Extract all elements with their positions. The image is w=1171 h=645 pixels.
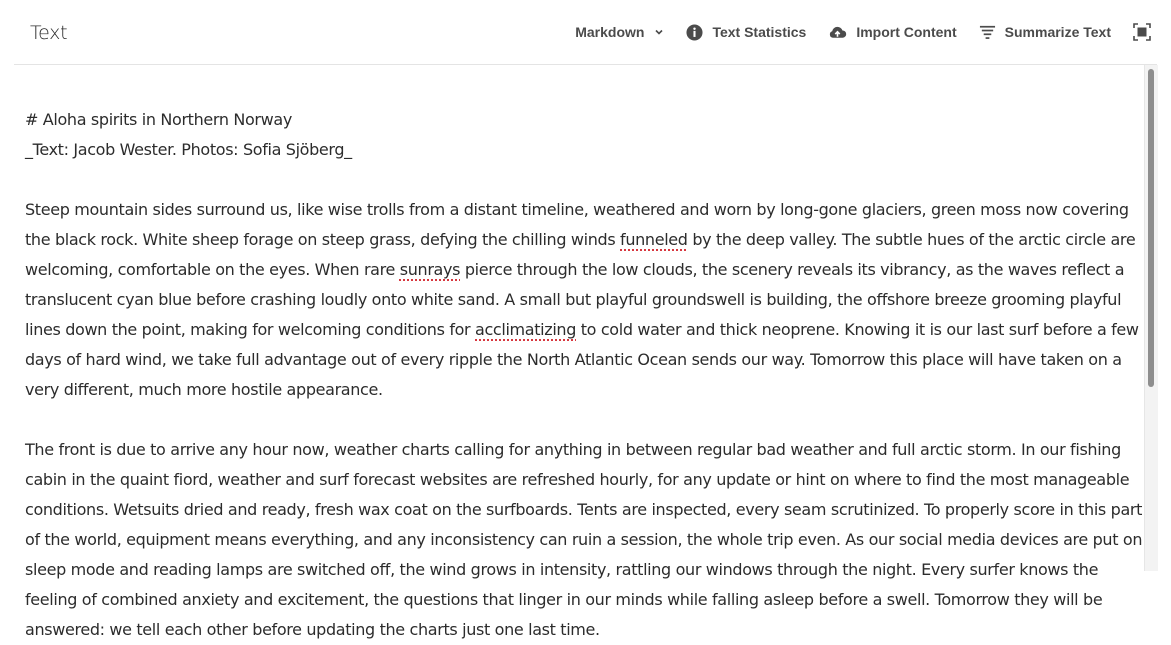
format-dropdown[interactable]	[565, 14, 674, 50]
scrollbar-thumb[interactable]	[1148, 69, 1154, 387]
text-summarize-icon	[979, 24, 996, 41]
app-header	[14, 0, 1157, 65]
cloud-upload-icon	[828, 24, 847, 40]
text-statistics-button[interactable]	[676, 14, 816, 50]
import-content-button[interactable]	[818, 14, 966, 50]
text-editor[interactable]	[14, 65, 1144, 639]
summarize-text-button[interactable]	[969, 14, 1121, 50]
spellcheck-word[interactable]: sunrays	[399, 260, 461, 279]
editor-line-credits: _Text: Jacob Wester. Photos: Sofia Sjöberg_	[25, 140, 352, 159]
chevron-down-icon	[654, 27, 664, 37]
toolbar	[563, 14, 1157, 50]
editor-paragraph: Steep mountain sides surround us, like wise trolls from a distant timeline, weathered and worn by long-gone glaciers, green moss now covering the black rock. White sheep forage on steep grass, defying the chilling winds funneled by the deep valley. The subtle hues of the arctic circle are welcoming, comfortable on the eyes. When rare sunrays pierce through the low clouds, the scenery reveals its vibrancy, as the waves reflect a translucent cyan blue before crashing loudly onto white sand. A small but playful groundswell is building, the offshore breeze grooming playful lines down the point, making for welcoming conditions for acclimatizing to cold water and thick neoprene. Knowing it is our last surf before a few days of hard wind, we take full advantage out of every ripple the North Atlantic Ocean sends our way. Tomorrow this place will have taken on a very different, much more hostile appearance.	[25, 200, 1139, 399]
page-title: Text	[30, 22, 68, 44]
text-statistics-label: Text Statistics	[712, 24, 807, 40]
fullscreen-icon	[1133, 23, 1151, 41]
spellcheck-word[interactable]: acclimatizing	[475, 320, 577, 339]
summarize-text-label: Summarize Text	[1004, 24, 1111, 40]
editor-scrollbar[interactable]	[1144, 65, 1158, 571]
editor-line-heading: # Aloha spirits in Northern Norway	[25, 110, 292, 129]
editor-paragraph: The front is due to arrive any hour now, weather charts calling for anything in between regular bad weather and full arctic storm. In our fishing cabin in the quaint fiord, weather and surf forecast websites are refreshed hourly, for any update or hint on where to find the most manageable conditions. Wetsuits dried and ready, fresh wax coat on the surfboards. Tents are inspected, every seam scrutinized. To properly score in this part of the world, equipment means everything, and any inconsistency can ruin a session, the whole trip even. As our social media devices are put on sleep mode and reading lamps are switched off, the wind grows in intensity, rattling our windows through the night. Every surfer knows the feeling of combined anxiety and excitement, the questions that linger in our minds while falling asleep before a swell. Tomorrow they will be answered: we tell each other before updating the charts just one last time.	[25, 440, 1143, 639]
spellcheck-word[interactable]: funneled	[620, 230, 688, 249]
info-icon	[686, 24, 703, 41]
format-label: Markdown	[575, 24, 645, 40]
fullscreen-button[interactable]	[1123, 14, 1157, 50]
import-content-label: Import Content	[856, 24, 957, 40]
